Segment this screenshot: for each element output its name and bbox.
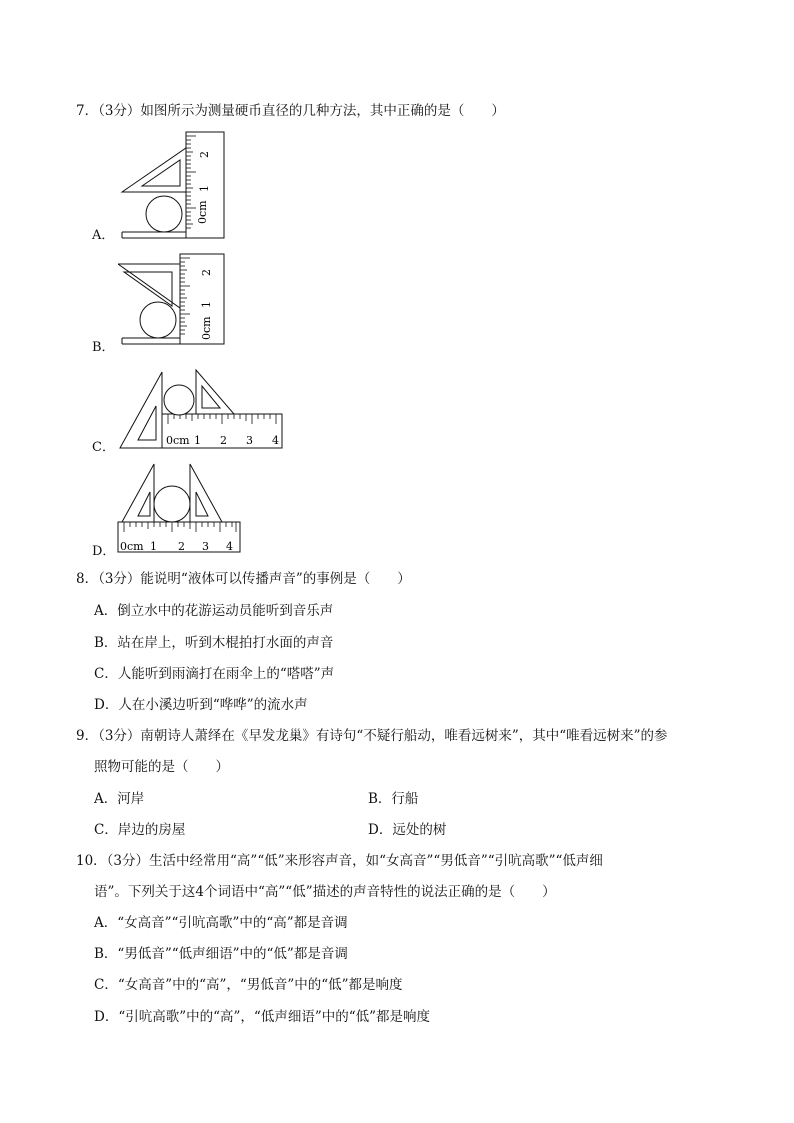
q8-stem: 8．（3分）能说明“液体可以传播声音”的事例是（ ） [76, 571, 411, 587]
ruler-tick-2: 2 [200, 269, 213, 276]
q9-option-d: D．远处的树 [368, 822, 447, 838]
ruler-unit-label: 0cm [196, 200, 209, 224]
q9-option-c: C．岸边的房屋 [94, 822, 186, 838]
q7-figure-a [118, 128, 228, 240]
q7-option-d-label: D． [92, 544, 116, 559]
q8-option-c: C．人能听到雨滴打在雨伞上的“嗒嗒”声 [94, 666, 335, 682]
ruler-tick-1: 1 [194, 434, 201, 447]
q7-option-c-label: C． [92, 440, 115, 455]
q8-option-a: A．倒立水中的花游运动员能听到音乐声 [94, 603, 334, 619]
q10-option-d: D．“引吭高歌”中的“高”，“低声细语”中的“低”都是响度 [94, 1009, 431, 1025]
q8-option-d: D．人在小溪边听到“哗哗”的流水声 [94, 697, 308, 713]
q8-option-b: B．站在岸上，听到木棍拍打水面的声音 [94, 635, 334, 651]
ruler-unit-label: 0cm [120, 540, 144, 553]
q7-figure-c [116, 368, 288, 454]
q10-option-a: A．“女高音”“引吭高歌”中的“高”都是音调 [94, 915, 348, 931]
q10-stem-line2: 语”。下列关于这4个词语中“高”“低”描述的声音特性的说法正确的是（ ） [94, 884, 556, 900]
q10-stem-line1: 10．（3分）生活中经常用“高”“低”来形容声音，如“女高音”“男低音”“引吭高歌”“低声细 [76, 853, 603, 869]
q10-option-c: C．“女高音”中的“高”，“男低音”中的“低”都是响度 [94, 977, 403, 993]
ruler-tick-2: 2 [220, 434, 227, 447]
ruler-unit-label: 0cm [166, 434, 190, 447]
q7-stem: 7．（3分）如图所示为测量硬币直径的几种方法，其中正确的是（ ） [76, 103, 505, 119]
ruler-tick-2: 2 [178, 540, 185, 553]
ruler-unit-label: 0cm [200, 316, 213, 340]
q9-stem-line2: 照物可能的是（ ） [94, 759, 229, 775]
ruler-tick-1: 1 [200, 301, 213, 308]
ruler-tick-2: 2 [198, 151, 211, 158]
q7-option-a-label: A． [92, 228, 115, 243]
ruler-tick-1: 1 [198, 185, 211, 192]
q9-option-a: A．河岸 [94, 791, 145, 807]
ruler-tick-3: 3 [246, 434, 253, 447]
ruler-tick-1: 1 [150, 540, 157, 553]
q7-figure-b [118, 250, 228, 350]
q7-option-b-label: B． [92, 340, 115, 355]
ruler-tick-4: 4 [272, 434, 279, 447]
q7-figure-d [116, 460, 244, 556]
ruler-tick-4: 4 [226, 540, 233, 553]
q9-option-b: B．行船 [368, 791, 419, 807]
ruler-tick-3: 3 [202, 540, 209, 553]
q9-stem-line1: 9．（3分）南朝诗人萧绎在《早发龙巢》有诗句“不疑行船动，唯看远树来”，其中“唯看远树来”的参 [76, 728, 668, 744]
q10-option-b: B．“男低音”“低声细语”中的“低”都是音调 [94, 946, 348, 962]
